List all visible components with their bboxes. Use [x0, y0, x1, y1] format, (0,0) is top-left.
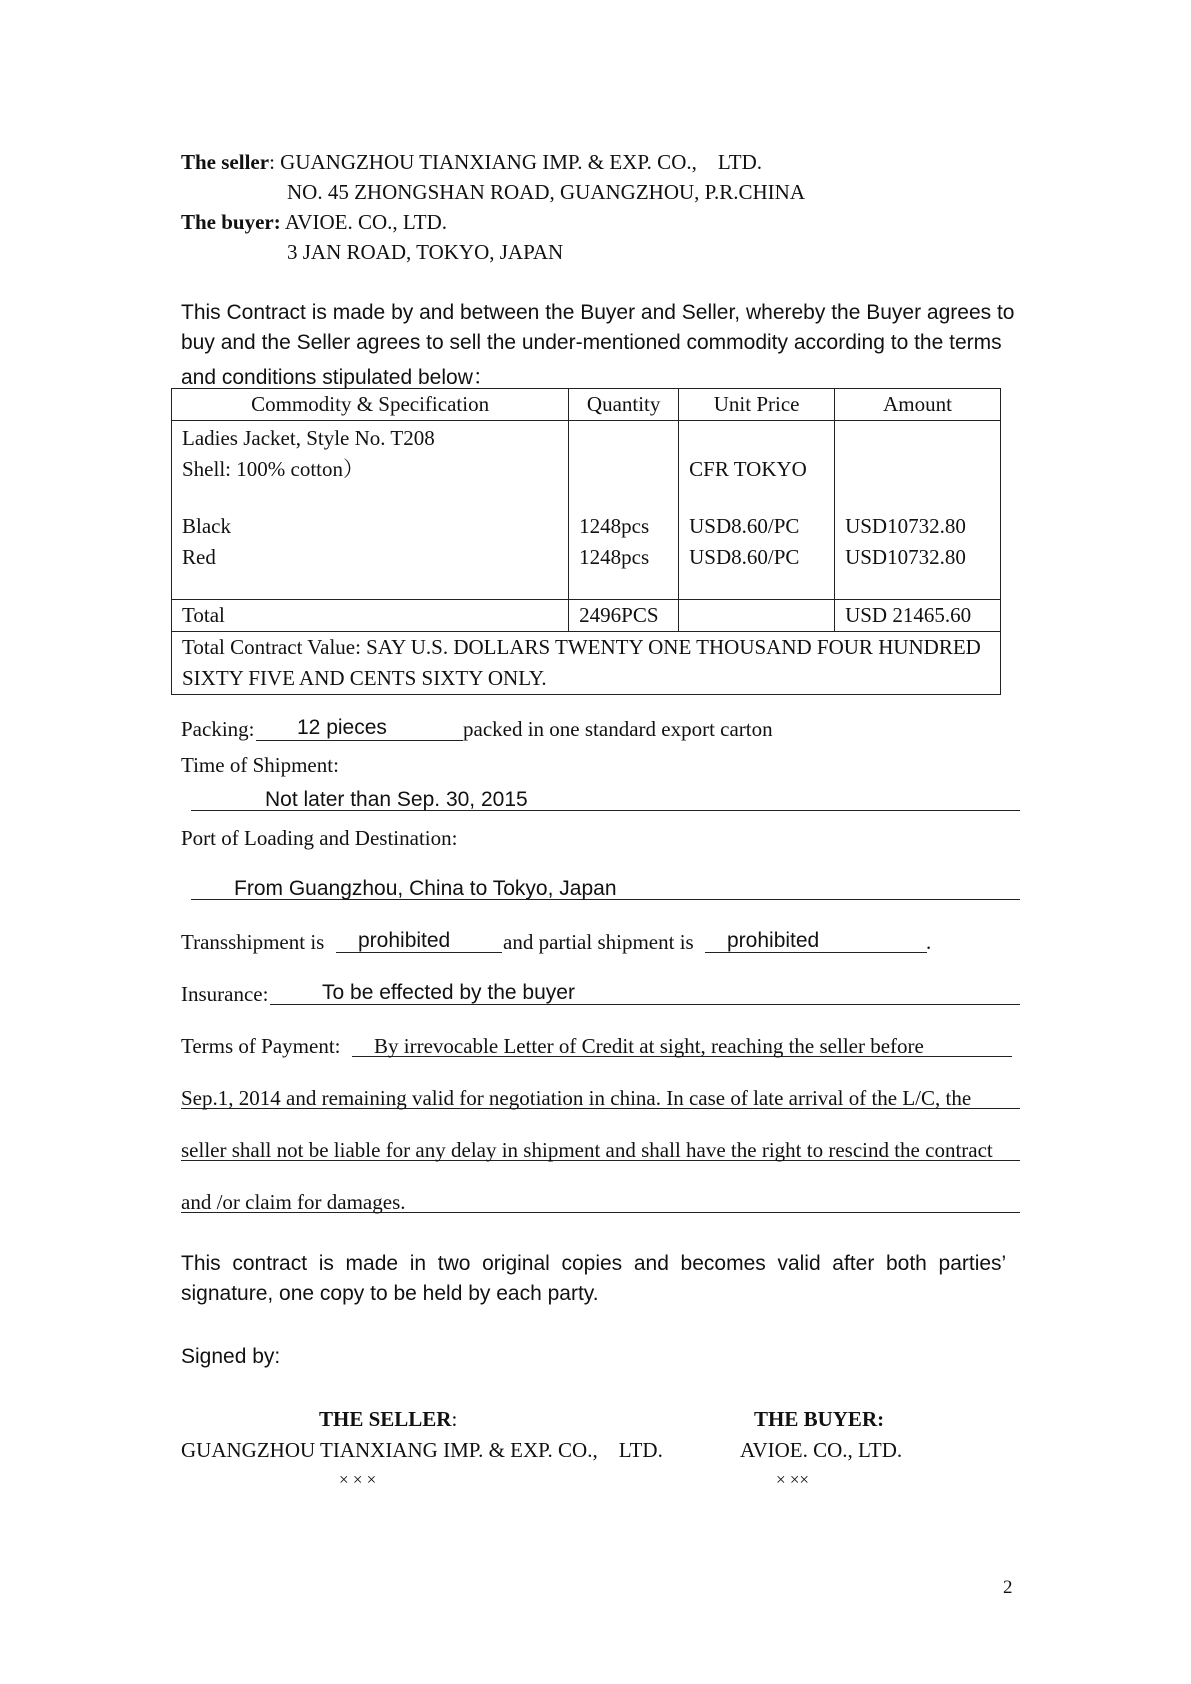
partial-value: prohibited [727, 929, 820, 952]
buyer-title: THE BUYER: [754, 1407, 885, 1431]
intro-line-2: buy and the Seller agrees to sell the under-mentioned commodity according to the terms [181, 331, 1002, 354]
packing-suffix: packed in one standard export carton [463, 717, 773, 741]
partial-label: and partial shipment is [503, 930, 694, 954]
shipment-label: Time of Shipment: [181, 753, 339, 777]
commodity-table [171, 388, 1001, 695]
commodity-cell [172, 421, 569, 600]
contract-value-line-1: Total Contract Value: SAY U.S. DOLLARS TWENTY ONE THOUSAND FOUR HUNDRED [182, 635, 981, 659]
seller-signature-title: THE SELLER: [319, 1407, 458, 1431]
seller-line: The seller: GUANGZHOU TIANXIANG IMP. & EXP. CO., LTD. [181, 150, 762, 174]
quantity-black: 1248pcs [579, 514, 650, 538]
quantity-red: 1248pcs [579, 545, 650, 569]
total-quantity: 2496PCS [569, 600, 679, 632]
seller-label: The seller [181, 150, 270, 174]
payment-line-4: and /or claim for damages. [181, 1190, 406, 1214]
buyer-label: The buyer: [181, 210, 281, 234]
seller-title: THE SELLER [319, 1407, 452, 1431]
shipment-value: Not later than Sep. 30, 2015 [265, 788, 528, 811]
payment-line-3: seller shall not be liable for any delay in shipment and shall have the right to rescind the contract [181, 1138, 993, 1162]
color-red: Red [182, 545, 216, 569]
table-header-row [172, 389, 1001, 421]
transship-value: prohibited [358, 929, 451, 952]
port-label: Port of Loading and Destination: [181, 826, 458, 850]
signed-by: Signed by: [181, 1345, 281, 1368]
color-black: Black [182, 514, 231, 538]
unit-price-black: USD8.60/PC [689, 514, 800, 538]
table-total-row [172, 600, 1001, 632]
header-amount: Amount [835, 389, 1001, 421]
quantity-cell [569, 421, 679, 600]
transship-label: Transshipment is [181, 930, 325, 954]
price-term: CFR TOKYO [689, 457, 807, 481]
buyer-signature-company: AVIOE. CO., LTD. [740, 1438, 903, 1462]
payment-line-1: By irrevocable Letter of Credit at sight, reaching the seller before [374, 1034, 924, 1058]
commodity-name: Ladies Jacket, Style No. T208 [182, 426, 435, 450]
buyer-line [181, 210, 447, 235]
insurance-label: Insurance: [181, 982, 269, 1006]
contract-value-line-2: SIXTY FIVE AND CENTS SIXTY ONLY. [182, 666, 547, 690]
header-commodity: Commodity & Specification [172, 389, 569, 421]
table-value-row [172, 632, 1001, 695]
unit-price-cell [679, 421, 835, 600]
port-value: From Guangzhou, China to Tokyo, Japan [234, 877, 617, 900]
buyer-signature-title [754, 1407, 884, 1432]
amount-black: USD10732.80 [845, 514, 966, 538]
closing-line-1: This contract is made in two original copies and becomes valid after both parties’ [181, 1252, 1007, 1275]
commodity-shell: Shell: 100% cotton） [182, 457, 364, 481]
packing-underline [256, 740, 463, 741]
intro-line-3: and conditions stipulated below： [181, 366, 494, 389]
seller-signature-company: GUANGZHOU TIANXIANG IMP. & EXP. CO., LTD. [181, 1438, 663, 1462]
contract-value-cell [172, 632, 1001, 695]
seller-name: GUANGZHOU TIANXIANG IMP. & EXP. CO., LTD. [280, 150, 762, 174]
total-amount: USD 21465.60 [835, 600, 1001, 632]
amount-cell [835, 421, 1001, 600]
packing-label: Packing: [181, 717, 255, 741]
seller-signature: × × × [339, 1470, 377, 1489]
payment-line-2: Sep.1, 2014 and remaining valid for negotiation in china. In case of late arrival of the L/C, the [181, 1086, 972, 1110]
unit-price-red: USD8.60/PC [689, 545, 800, 569]
intro-line-1: This Contract is made by and between the Buyer and Seller, whereby the Buyer agrees to [181, 301, 1015, 324]
closing-line-2: signature, one copy to be held by each party. [181, 1282, 599, 1305]
header-unit-price: Unit Price [679, 389, 835, 421]
buyer-signature: × ×× [776, 1470, 810, 1489]
total-unit-price [679, 600, 835, 632]
partial-period: . [926, 930, 932, 954]
header-quantity: Quantity [569, 389, 679, 421]
buyer-address: 3 JAN ROAD, TOKYO, JAPAN [287, 240, 564, 264]
buyer-name: AVIOE. CO., LTD. [284, 210, 448, 234]
payment-label: Terms of Payment: [181, 1034, 341, 1058]
total-label: Total [172, 600, 569, 632]
insurance-value: To be effected by the buyer [322, 981, 575, 1004]
amount-red: USD10732.80 [845, 545, 966, 569]
table-body-row [172, 421, 1001, 600]
page-number: 2 [1003, 1577, 1013, 1598]
packing-value: 12 pieces [297, 716, 387, 739]
seller-address: NO. 45 ZHONGSHAN ROAD, GUANGZHOU, P.R.CHINA [287, 180, 806, 204]
